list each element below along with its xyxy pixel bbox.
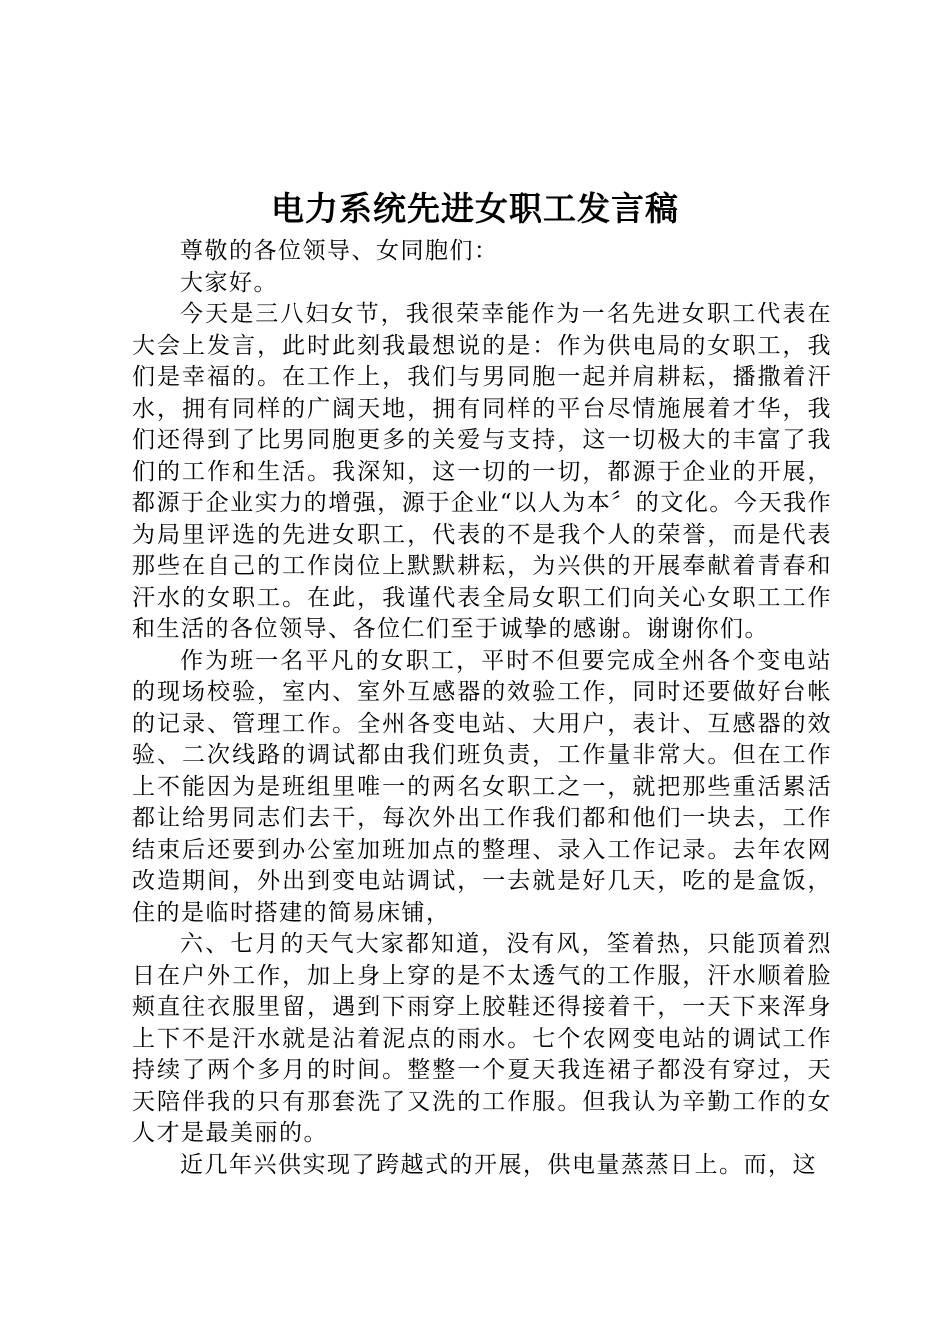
paragraph: 作为班一名平凡的女职工，平时不但要完成全州各个变电站的现场校验，室内、室外互感器的效验工作，同时还要做好台帐的记录、管理工作。全州各变电站、大用户，表计、互感器的效验、二次线路的调试都由我们班负责，工作量非常大。但在工作上不能因为是班组里唯一的两名女职工之一，就把那些重活累活都让给男同志们去干，每次外出工作我们都和他们一块去，工作结束后还要到办公室加班加点的整理、录入工作记录。去年农网改造期间，外出到变电站调试，一去就是好几天，吃的是盒饭，住的是临时搭建的简易床铺， xyxy=(132,647,832,926)
paragraph-salutation: 尊敬的各位领导、女同胞们： xyxy=(180,238,499,264)
paragraph: 今天是三八妇女节，我很荣幸能作为一名先进女职工代表在大会上发言，此时此刻我最想说的是：作为供电局的女职工，我们是幸福的。在工作上，我们与男同胞一起并肩耕耘，播撒着汗水，拥有同样的广阔天地，拥有同样的平台尽情施展着才华，我们还得到了比男同胞更多的关爱与支持，这一切极大的丰富了我们的工作和生活。我深知，这一切的一切，都源于企业的开展，都源于企业实力的增强，源于企业“以人为本〞的文化。今天我作为局里评选的先进女职工，代表的不是我个人的荣誉，而是代表那些在自己的工作岗位上默默耕耘，为兴供的开展奉献着青春和汗水的女职工。在此，我谨代表全局女职工们向关心女职工工作和生活的各位领导、各位仁们至于诚挚的感谢。谢谢你们。 xyxy=(132,301,832,642)
document-title: 电力系统先进女职工发言稿 xyxy=(271,189,679,228)
paragraph: 六、七月的天气大家都知道，没有风，筌着热，只能顶着烈日在户外工作，加上身上穿的是不太透气的工作服，汗水顺着脸颊直往衣服里留，遇到下雨穿上胶鞋还得接着干，一天下来浑身上下不是汗水就是沾着泥点的雨水。七个农网变电站的调试工作持续了两个多月的时间。整整一个夏天我连裙子都没有穿过，天天陪伴我的只有那套洗了又洗的工作服。但我认为辛勤工作的女人才是最美丽的。 xyxy=(132,931,832,1146)
document-body xyxy=(132,236,832,1181)
paragraph-greeting: 大家好。 xyxy=(180,269,278,296)
paragraph: 近几年兴供实现了跨越式的开展，供电量蒸蒸日上。而，这 xyxy=(180,1151,817,1178)
